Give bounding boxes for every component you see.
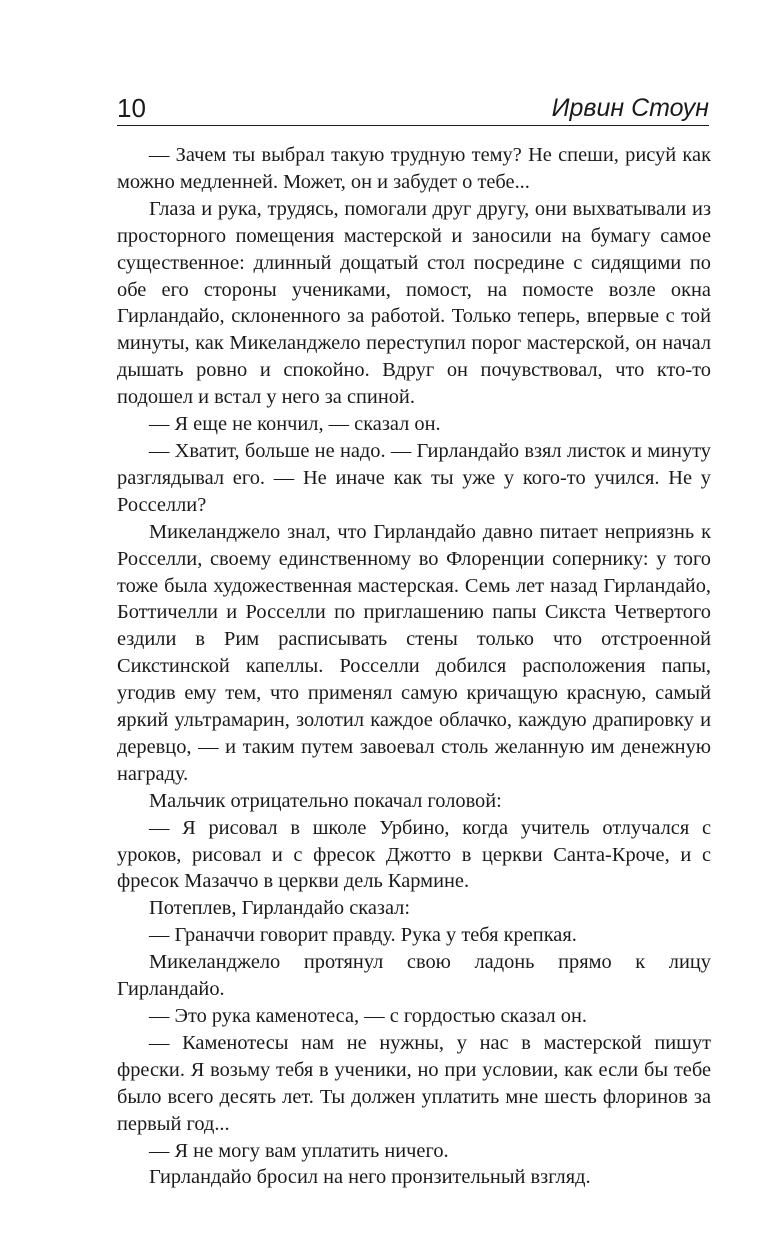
- paragraph: Микеланджело знал, что Гирландайо давно питает неприязнь к Росселли, своему единственному во Флоренции сопернику: у того тоже была художественная мастерская. Семь лет назад Гирландайо, Боттичелли и Росселли по приглашению папы Сикста Четвертого ездили в Рим расписывать стены только что отстроенной Сикстинской капеллы. Росселли добился расположения папы, угодив ему тем, что применял самую кричащую красную, самый яркий ультрамарин, золотил каждое облачко, каждую драпировку и деревцо, — и таким путем завоевал столь желанную им денежную награду.: [117, 520, 711, 785]
- paragraph: — Зачем ты выбрал такую трудную тему? Не спеши, рисуй как можно медленней. Может, он и забудет о тебе...: [117, 144, 711, 193]
- paragraph: — Я не могу вам уплатить ничего.: [149, 1139, 449, 1162]
- paragraph: — Я еще не кончил, — сказал он.: [149, 413, 441, 436]
- paragraph: — Каменотесы нам не нужны, у нас в мастерской пишут фрески. Я возьму тебя в ученики, но при условии, как если бы тебе было всего десять лет. Ты должен уплатить мне шесть флоринов за первый год...: [117, 1031, 711, 1135]
- page-number: 10: [117, 93, 146, 123]
- header-rule: [117, 125, 709, 126]
- body-text: [117, 142, 711, 1191]
- paragraph: Гирландайо бросил на него пронзительный взгляд.: [149, 1166, 591, 1189]
- paragraph: Микеланджело протянул свою ладонь прямо к лицу Гирландайо.: [117, 951, 711, 1001]
- running-head: Ирвин Стоун: [551, 94, 709, 122]
- paragraph: — Граначчи говорит правду. Рука у тебя крепкая.: [149, 924, 577, 947]
- paragraph: — Это рука каменотеса, — с гордостью сказал он.: [149, 1005, 587, 1027]
- paragraph: Потеплев, Гирландайо сказал:: [149, 897, 411, 920]
- paragraph: — Я рисовал в школе Урбино, когда учитель отлучался с уроков, рисовал и с фресок Джотто в церкви Санта-Кроче, и с фресок Мазаччо в церкви дель Кармине.: [117, 816, 711, 893]
- paragraph: Глаза и рука, трудясь, помогали друг другу, они выхватывали из просторного помещения мастерской и заносили на бумагу самое существенное: длинный дощатый стол посредине с сидящими по обе его стороны учениками, помост, на помосте возле окна Гирландайо, склоненного за работой. Только теперь, впервые с той минуты, как Микеланджело переступил порог мастерской, он начал дышать ровно и спокойно. Вдруг он почувствовал, что кто-то подошел и встал у него за спиной.: [117, 197, 711, 409]
- page-header: [117, 92, 709, 128]
- paragraph: — Хватит, больше не надо. — Гирландайо взял листок и минуту разглядывал его. — Не иначе как ты уже у кого-то учился. Не у Росселли?: [117, 439, 711, 516]
- paragraph: Мальчик отрицательно покачал головой:: [149, 789, 502, 812]
